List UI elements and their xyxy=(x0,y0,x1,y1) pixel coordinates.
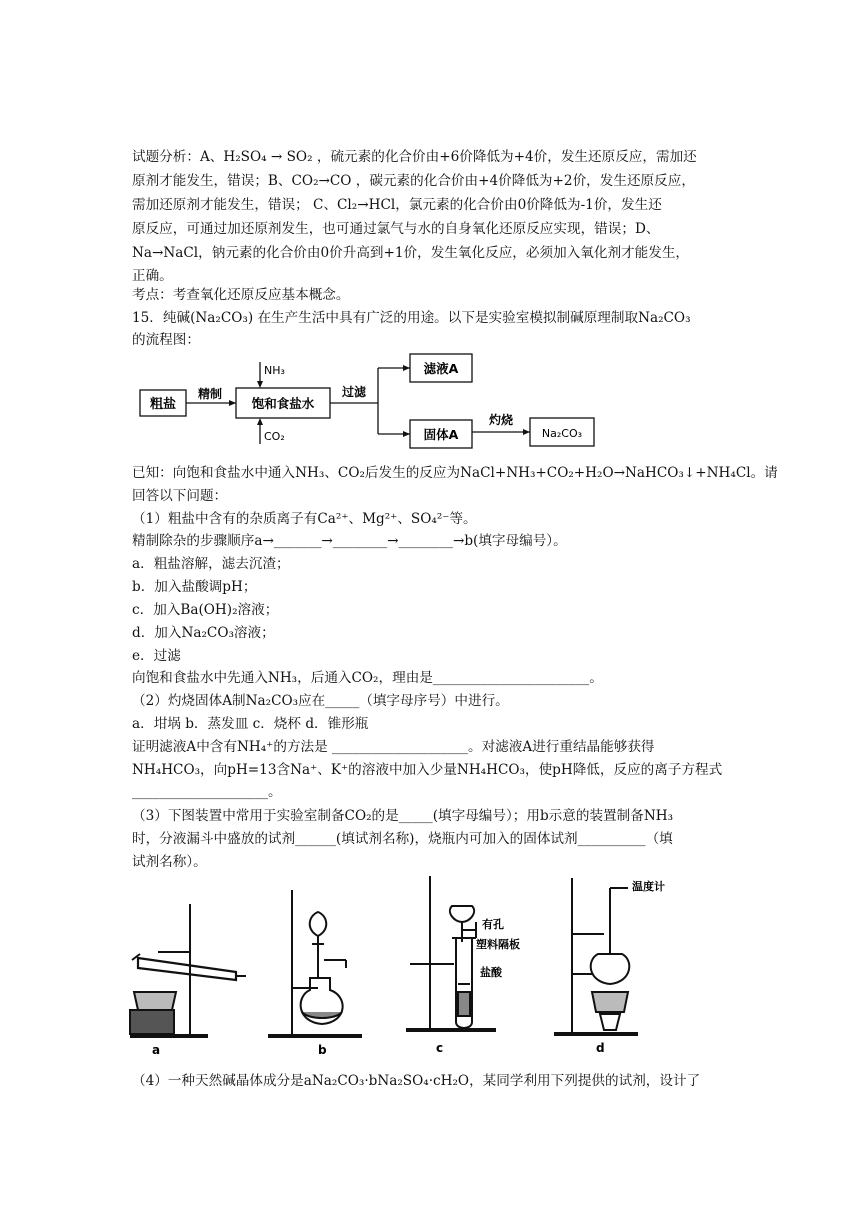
apparatus-c-label-acid: 盐酸 xyxy=(480,966,502,979)
text-line: NH₄HCO₃，向pH=13含Na⁺、K⁺的溶液中加入少量NH₄HCO₃，使pH降低，反应的离子方程式 xyxy=(132,762,723,778)
apparatus-label-c: c xyxy=(436,1041,444,1055)
subquestion-2: （2）灼烧固体A制Na₂CO₃应在_____（填字母序号）中进行。 xyxy=(132,693,509,709)
apparatus-label-a: a xyxy=(152,1043,161,1057)
flow-burn-label: 灼烧 xyxy=(488,413,514,427)
subquestion-4: （4）一种天然碱晶体成分是aNa₂CO₃·bNa₂SO₄·cH₂O，某同学利用下列提供的试剂，设计了 xyxy=(132,1073,701,1089)
text-line: 试剂名称）。 xyxy=(132,854,207,870)
choice-options: a．坩埚 b．蒸发皿 c．烧杯 d．锥形瓶 xyxy=(132,716,369,732)
apparatus-d xyxy=(548,874,688,1060)
apparatus-c xyxy=(396,872,526,1060)
text-line: ____________________。 xyxy=(132,784,282,800)
text-line: 时，分液漏斗中盛放的试剂______(填试剂名称)，烧瓶内可加入的固体试剂__________（填 xyxy=(132,831,673,847)
apparatus-c-label-plate: 塑料隔板 xyxy=(476,938,520,951)
text-line: 考点：考查氧化还原反应基本概念。 xyxy=(132,287,350,303)
flow-product: Na₂CO₃ xyxy=(541,427,583,440)
text-line: 试题分析：A、H₂SO₄ → SO₂ ，硫元素的化合价由+6价降低为+4价，发生还原反应，需加还 xyxy=(132,149,697,165)
option-e: e．过滤 xyxy=(132,648,181,664)
flow-filter-label: 过滤 xyxy=(341,385,367,399)
text-line: 向饱和食盐水中先通入NH₃，后通入CO₂，理由是_______________________。 xyxy=(132,670,603,686)
question-15-title: 15．纯碱(Na₂CO₃) 在生产生活中具有广泛的用途。以下是实验室模拟制碱原理制取Na₂CO₃ xyxy=(132,310,691,326)
text-line: 原反应，可通过加还原剂发生，也可通过氯气与水的自身氧化还原反应实现，错误；D、 xyxy=(132,221,660,237)
text-line: 原剂才能发生，错误；B、CO₂→CO ，碳元素的化合价由+4价降低为+2价，发生还原反应， xyxy=(132,173,695,189)
apparatus-label-b: b xyxy=(318,1043,327,1057)
flow-refine-label: 精制 xyxy=(197,387,223,401)
apparatus-a xyxy=(128,896,248,1060)
flow-diagram xyxy=(130,352,630,462)
apparatus-d-label-thermometer: 温度计 xyxy=(632,880,665,893)
text-line: 正确。 xyxy=(132,268,173,284)
flow-solid: 固体A xyxy=(423,427,459,442)
apparatus-c-label-holes: 有孔 xyxy=(482,918,504,931)
flow-brine: 饱和食盐水 xyxy=(251,396,315,411)
text-line: 证明滤液A中含有NH₄⁺的方法是 ____________________。对滤液A进行重结晶能够获得 xyxy=(132,739,655,755)
text-line: 的流程图： xyxy=(132,332,200,348)
apparatus-label-d: d xyxy=(596,1041,605,1055)
text-line: 已知：向饱和食盐水中通入NH₃、CO₂后发生的反应为NaCl+NH₃+CO₂+H₂O→NaHCO₃↓+NH₄Cl。请 xyxy=(132,465,778,481)
option-a: a．粗盐溶解，滤去沉渣； xyxy=(132,556,290,572)
text-line: 需加还原剂才能发生，错误； C、Cl₂→HCl，氯元素的化合价由0价降低为-1价，发生还 xyxy=(132,197,662,213)
option-d: d．加入Na₂CO₃溶液； xyxy=(132,625,275,641)
flow-raw-salt: 粗盐 xyxy=(149,397,177,412)
text-line: Na→NaCl，钠元素的化合价由0价升高到+1价，发生氧化反应，必须加入氧化剂才能发生， xyxy=(132,245,690,261)
subquestion-1: （1）粗盐中含有的杂质离子有Ca²⁺、Mg²⁺、SO₄²⁻等。 xyxy=(132,511,477,527)
option-b: b．加入盐酸调pH； xyxy=(132,579,257,595)
option-c: c．加入Ba(OH)₂溶液； xyxy=(132,602,279,618)
apparatus-b xyxy=(262,886,374,1060)
text-line: 精制除杂的步骤顺序a→_______→________→________→b(填字母编号）。 xyxy=(132,533,567,549)
flow-co2: CO₂ xyxy=(264,430,285,443)
flow-nh3: NH₃ xyxy=(264,364,285,377)
subquestion-3: （3）下图装置中常用于实验室制备CO₂的是_____(填字母编号）；用b示意的装置制备NH₃ xyxy=(132,808,674,824)
flow-filtrate: 滤液A xyxy=(423,361,459,376)
text-line: 回答以下问题： xyxy=(132,488,228,504)
